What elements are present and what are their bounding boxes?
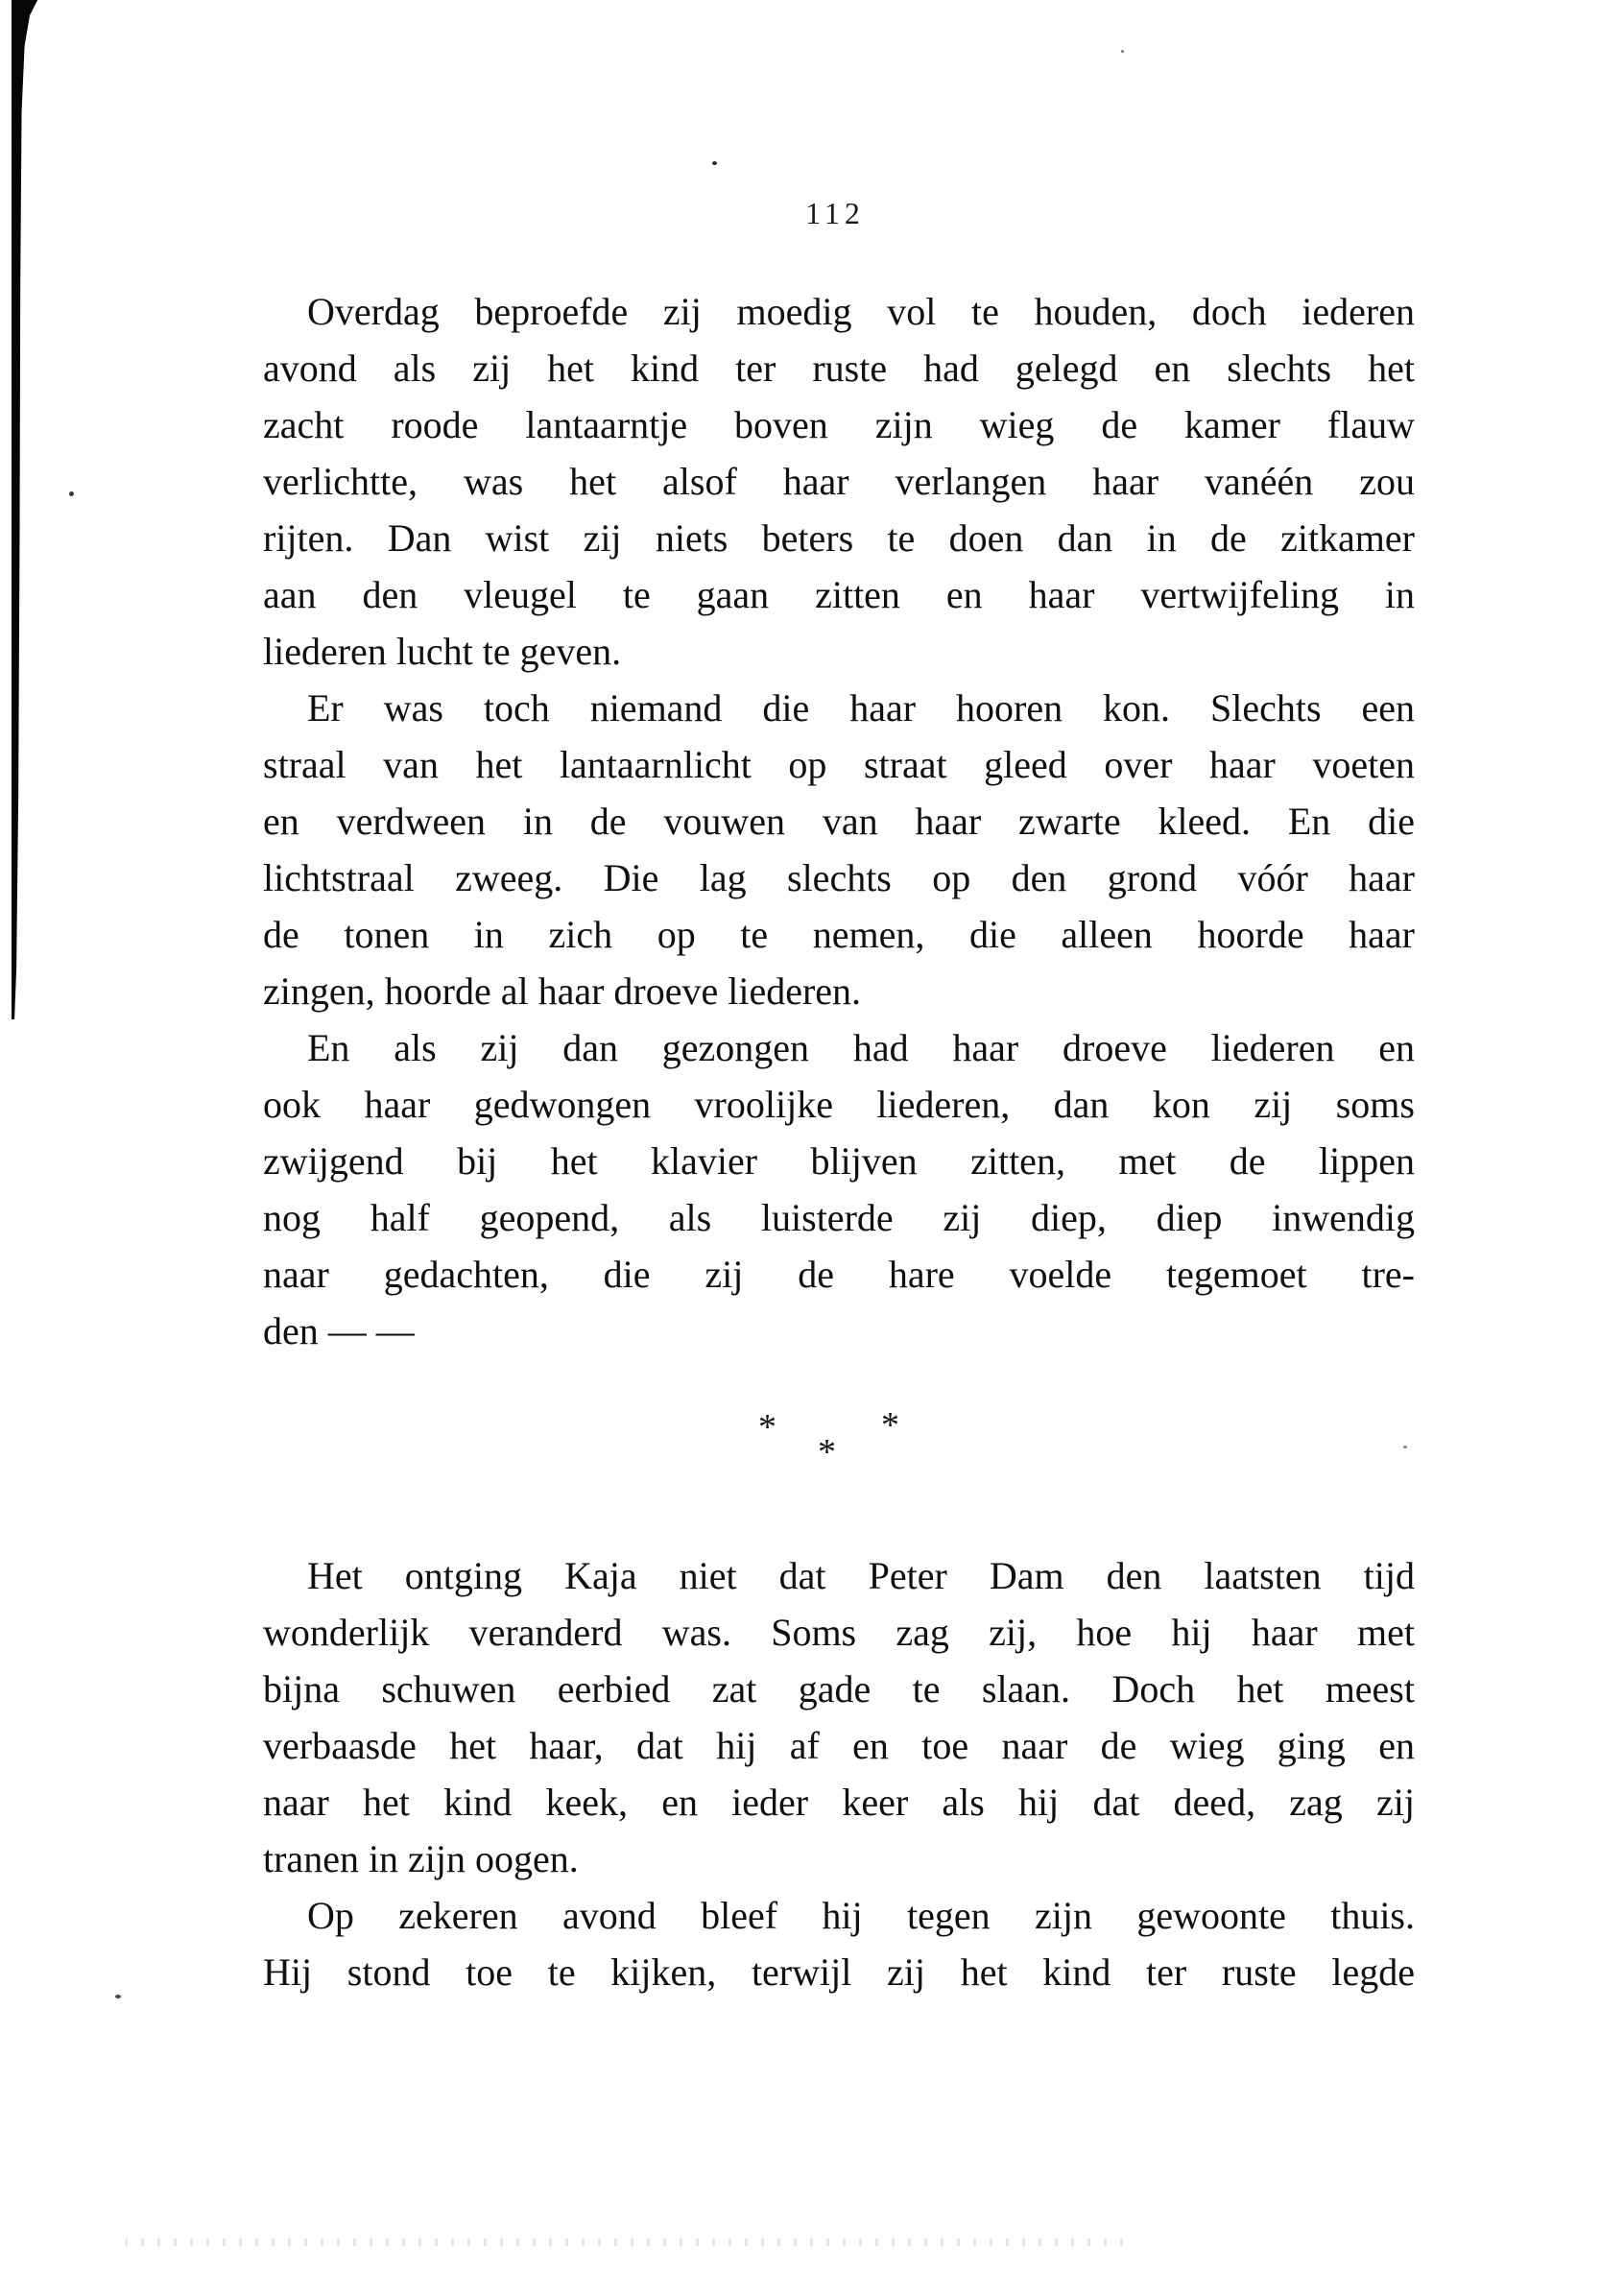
text-line: lichtstraal zweeg. Die lag slechts op den grond vóór haar	[263, 856, 1415, 899]
text-line: zacht roode lantaarntje boven zijn wieg de kamer flauw	[263, 403, 1415, 446]
text-line: Het ontging Kaja niet dat Peter Dam den laatsten tijd	[307, 1554, 1415, 1597]
text-line: Hij stond toe te kijken, terwijl zij het kind ter ruste legde	[263, 1950, 1415, 1994]
text-line: avond als zij het kind ter ruste had gelegd en slechts het	[263, 347, 1415, 390]
text-line: Er was toch niemand die haar hooren kon. Slechts een	[307, 686, 1415, 730]
text-line: aan den vleugel te gaan zitten en haar vertwijfeling in	[263, 573, 1415, 616]
text-line: verlichtte, was het alsof haar verlangen haar vanéén zou	[263, 460, 1415, 503]
text-line: en verdween in de vouwen van haar zwarte kleed. En die	[263, 800, 1415, 843]
text-line: ook haar gedwongen vroolijke liederen, dan kon zij soms	[263, 1083, 1415, 1126]
page-number: 112	[805, 196, 865, 230]
text-block-upper	[263, 283, 1415, 1359]
asterisk-left: *	[758, 1407, 776, 1448]
text-line: verbaasde het haar, dat hij af en toe naar de wieg ging en	[263, 1724, 1415, 1767]
text-line: den — —	[263, 1309, 415, 1352]
scan-noise-band	[125, 2238, 1133, 2246]
scan-speck	[1403, 1446, 1407, 1448]
text-line: straal van het lantaarnlicht op straat gleed over haar voeten	[263, 743, 1415, 786]
text-block-lower	[263, 1547, 1415, 2000]
text-line: rijten. Dan wist zij niets beters te doen dan in de zitkamer	[263, 516, 1415, 560]
scan-speck	[712, 161, 717, 165]
asterisk-center: *	[818, 1432, 836, 1472]
scan-edge-artifact	[12, 0, 44, 1019]
text-line: nog half geopend, als luisterde zij diep, diep inwendig	[263, 1196, 1415, 1239]
text-line: naar gedachten, die zij de hare voelde tegemoet tre-	[263, 1253, 1415, 1296]
text-line: wonderlijk veranderd was. Soms zag zij, hoe hij haar met	[263, 1611, 1415, 1654]
scan-speck	[115, 1995, 121, 1998]
text-line: naar het kind keek, en ieder keer als hij dat deed, zag zij	[263, 1781, 1415, 1824]
scan-speck	[1121, 50, 1124, 53]
text-line: tranen in zijn oogen.	[263, 1837, 579, 1880]
text-line: Op zekeren avond bleef hij tegen zijn gewoonte thuis.	[307, 1894, 1415, 1937]
text-line: bijna schuwen eerbied zat gade te slaan. Doch het meest	[263, 1667, 1415, 1711]
text-line: Overdag beproefde zij moedig vol te houden, doch iederen	[307, 290, 1415, 333]
text-line: zwijgend bij het klavier blijven zitten, met de lippen	[263, 1139, 1415, 1183]
text-line: de tonen in zich op te nemen, die alleen hoorde haar	[263, 913, 1415, 956]
text-line: liederen lucht te geven.	[263, 630, 622, 673]
section-separator	[758, 1403, 921, 1480]
text-line: zingen, hoorde al haar droeve liederen.	[263, 969, 862, 1013]
text-line: En als zij dan gezongen had haar droeve liederen en	[307, 1026, 1415, 1069]
asterisk-right: *	[881, 1405, 899, 1446]
scan-speck	[69, 491, 74, 496]
